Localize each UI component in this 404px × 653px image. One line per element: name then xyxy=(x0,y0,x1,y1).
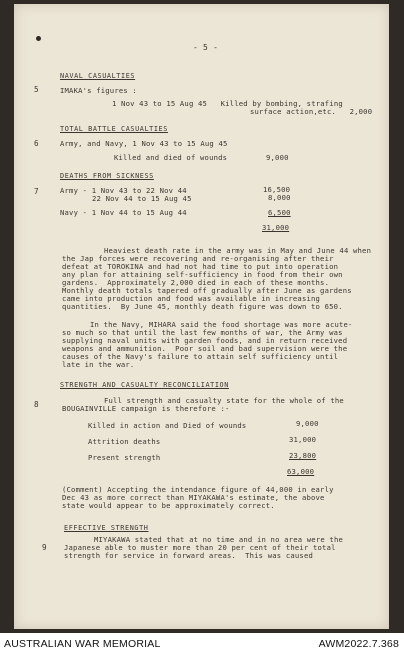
footer-institution: AUSTRALIAN WAR MEMORIAL xyxy=(4,638,161,650)
section-8-row-3-label: Present strength xyxy=(88,453,161,462)
section-7-navy-line: Navy - 1 Nov 44 to 15 Aug 44 xyxy=(60,208,187,217)
section-8-intro-2: BOUGAINVILLE campaign is therefore :- xyxy=(62,404,230,413)
punch-hole xyxy=(36,36,41,41)
section-6-line-1: Army, and Navy, 1 Nov 43 to 15 Aug 45 xyxy=(60,139,228,148)
para1-line-4: any plan for attaining self-sufficiency in food from their own xyxy=(62,270,343,279)
section-8-comment-1: (Comment) Accepting the intendance figure of 44,000 in early xyxy=(62,485,334,494)
section-8-comment-2: Dec 43 as more correct than MIYAKAWA's estimate, the above xyxy=(62,493,325,502)
section-8-row-2-value: 31,000 xyxy=(289,435,317,444)
para2-line-1: In the Navy, MIHARA said the food shortage was more acute- xyxy=(90,320,353,329)
para1-line-8: quantities. By June 45, monthly death figure was down to 650. xyxy=(62,302,343,311)
section-8-row-1-label: Killed in action and Died of wounds xyxy=(88,421,247,430)
section-9-heading: EFFECTIVE STRENGTH xyxy=(64,524,149,532)
para1-line-1: Heaviest death rate in the army was in May and June 44 when xyxy=(104,246,372,255)
para1-line-5: gardens. Approximately 2,000 died in each of these months. xyxy=(62,278,330,287)
section-8-heading: STRENGTH AND CASUALTY RECONCILIATION xyxy=(60,381,229,389)
section-9-number: 9 xyxy=(42,543,47,552)
footer-bar xyxy=(0,634,404,653)
section-8-row-3-value: 23,800 xyxy=(289,451,317,460)
section-8-comment-3: state would appear to be approximately correct. xyxy=(62,501,275,510)
section-7-army-value-2: 8,000 xyxy=(268,193,291,202)
section-7-army-line-2: 22 Nov 44 to 15 Aug 45 xyxy=(92,194,192,203)
section-7-heading: DEATHS FROM SICKNESS xyxy=(60,172,154,180)
section-9-line-2: Japanese able to muster more than 20 per cent of their total xyxy=(64,543,336,552)
para2-line-2: so much so that until the last few months of war, the Army was xyxy=(62,328,343,337)
para1-line-3: defeat at TOROKINA and had not had time to put into operation xyxy=(62,262,339,271)
section-5-number: 5 xyxy=(34,85,39,94)
section-6-heading: TOTAL BATTLE CASUALTIES xyxy=(60,125,168,133)
para2-line-6: late in the war. xyxy=(62,360,135,369)
para2-line-4: weapons and ammunition. Poor soil and bad supervision were the xyxy=(62,344,348,353)
section-5-line-1: IMAKA's figures : xyxy=(60,86,137,95)
para1-line-7: came into production and food was available in increasing xyxy=(62,294,321,303)
section-8-row-2-label: Attrition deaths xyxy=(88,437,161,446)
section-6-value: 9,000 xyxy=(266,153,289,162)
section-5-line-3: surface action,etc. 2,000 xyxy=(250,107,373,116)
para1-line-2: the Jap forces were recovering and re-organising after their xyxy=(62,254,334,263)
section-8-total: 63,000 xyxy=(287,467,315,476)
section-8-intro-1: Full strength and casualty state for the whole of the xyxy=(104,396,344,405)
para2-line-5: causes of the Navy's failure to attain self sufficiency until xyxy=(62,352,339,361)
section-5-heading: NAVAL CASUALTIES xyxy=(60,72,136,80)
section-9-line-3: strength for service in forward areas. This was caused xyxy=(64,551,313,560)
section-5-line-2: 1 Nov 43 to 15 Aug 45 Killed by bombing, strafing xyxy=(112,99,343,108)
section-7-total: 31,000 xyxy=(262,223,290,232)
section-6-line-2: Killed and died of wounds xyxy=(114,153,228,162)
section-8-number: 8 xyxy=(34,400,39,409)
section-6-number: 6 xyxy=(34,139,39,148)
page-number: - 5 - xyxy=(193,43,219,52)
section-9-line-1: MIYAKAWA stated that at no time and in no area were the xyxy=(94,535,343,544)
section-7-army-line-1: Army - 1 Nov 43 to 22 Nov 44 xyxy=(60,186,187,195)
footer-reference: AWM2022.7.368 xyxy=(318,638,399,650)
section-7-navy-value: 6,500 xyxy=(268,208,291,217)
para1-line-6: Monthly death totals tapered off gradually after June as gardens xyxy=(62,286,352,295)
para2-line-3: supplying naval units with garden foods, and in return received xyxy=(62,336,348,345)
section-7-army-value-1: 16,500 xyxy=(263,185,291,194)
section-7-number: 7 xyxy=(34,187,39,196)
section-8-row-1-value: 9,000 xyxy=(296,419,319,428)
